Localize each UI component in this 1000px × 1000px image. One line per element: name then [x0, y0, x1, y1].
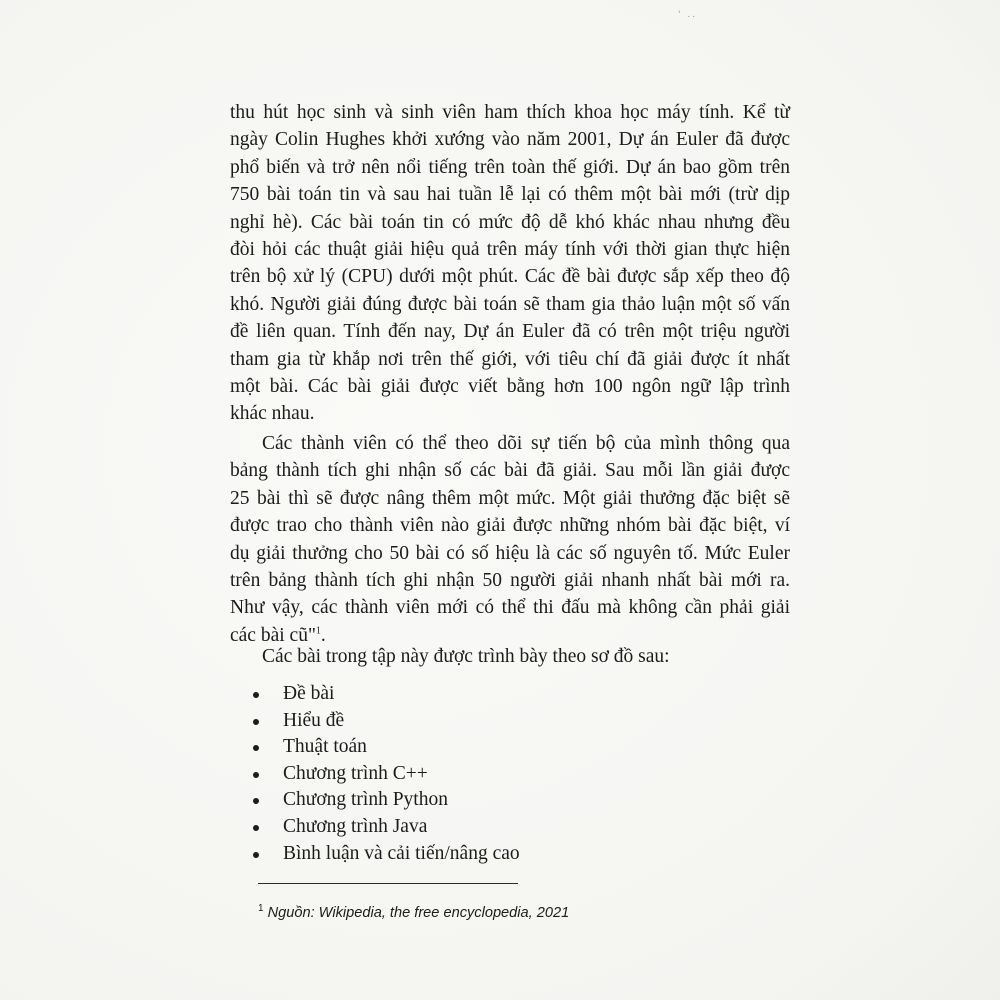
- text-line: khó. Người giải đúng được bài toán sẽ tham gia thảo luận một số vấn: [230, 293, 790, 315]
- footnote: [258, 905, 569, 921]
- footnote-text: Nguồn: Wikipedia, the free encyclopedia, 2021: [267, 905, 570, 921]
- text-line: phổ biến và trở nên nổi tiếng trên toàn thế giới. Dự án bao gồm trên: [230, 156, 790, 178]
- text-line: đòi hỏi các thuật giải hiệu quả trên máy tính với thời gian thực hiện: [230, 239, 790, 261]
- list-item: [250, 708, 520, 735]
- text-line: một bài. Các bài giải được viết bằng hơn 100 ngôn ngữ lập trình: [230, 376, 790, 398]
- bullet-icon: [253, 745, 259, 751]
- bullet-icon: [253, 772, 259, 778]
- scan-specks: ' ..: [678, 10, 698, 20]
- bullet-icon: [253, 719, 259, 725]
- paragraph-3: Các bài trong tập này được trình bày theo sơ đồ sau:: [262, 646, 670, 667]
- text-line: 750 bài toán tin và sau hai tuần lễ lại có thêm một bài mới (trừ dịp: [230, 184, 790, 206]
- text-line: bảng thành tích ghi nhận số các bài đã giải. Sau mỗi lần giải được: [230, 460, 790, 482]
- outline-list: [250, 681, 520, 867]
- list-item: [250, 814, 520, 841]
- list-item-label: Hiểu đề: [283, 709, 345, 731]
- text-line: Như vậy, các thành viên mới có thể thi đấu mà không cần phải giải: [230, 597, 790, 619]
- list-item-label: Bình luận và cải tiến/nâng cao: [283, 842, 520, 864]
- bullet-icon: [253, 692, 259, 698]
- text-line: trên bảng thành tích ghi nhận 50 người giải nhanh nhất bài mới ra.: [230, 570, 790, 592]
- text-line: nghỉ hè). Các bài toán tin có mức độ dễ khó khác nhau nhưng đều: [230, 211, 790, 233]
- list-item-label: Chương trình C++: [283, 762, 428, 784]
- footnote-marker: 1: [258, 903, 264, 915]
- footnote-reference: 1: [315, 625, 321, 637]
- list-item-label: Đề bài: [283, 683, 335, 704]
- text-line: ngày Colin Hughes khởi xướng vào năm 2001, Dự án Euler đã được: [230, 129, 790, 151]
- list-item: [250, 681, 520, 708]
- text-line: trên bộ xử lý (CPU) dưới một phút. Các đề bài được sắp xếp theo độ: [230, 266, 790, 288]
- text-line: dụ giải thưởng cho 50 bài có số hiệu là các số nguyên tố. Mức Euler: [230, 542, 790, 564]
- list-item: [250, 761, 520, 788]
- sentence-end: .: [320, 624, 326, 646]
- text-line: thu hút học sinh và sinh viên ham thích khoa học máy tính. Kể từ: [230, 102, 790, 123]
- paragraph-1: [230, 99, 790, 428]
- text-line: Các thành viên có thể theo dõi sự tiến bộ của mình thông qua: [262, 433, 790, 454]
- text-line: khác nhau.: [230, 403, 315, 425]
- paragraph-2: [230, 430, 790, 649]
- footnote-divider: [258, 883, 518, 884]
- bullet-icon: [253, 852, 259, 858]
- text-line-content: các bài cũ": [230, 624, 316, 646]
- list-item: [250, 841, 520, 868]
- text-line: được trao cho thành viên nào giải được những nhóm bài đặc biệt, ví: [230, 515, 790, 537]
- list-item-label: Chương trình Java: [283, 815, 428, 837]
- text-line: tham gia từ khắp nơi trên thế giới, với tiêu chí đã giải được ít nhất: [230, 348, 790, 370]
- list-item: [250, 787, 520, 814]
- bullet-icon: [253, 798, 259, 804]
- text-line: 25 bài thì sẽ được nâng thêm một mức. Một giải thưởng đặc biệt sẽ: [230, 487, 790, 509]
- list-item-label: Thuật toán: [283, 736, 367, 758]
- list-item-label: Chương trình Python: [283, 789, 448, 811]
- bullet-icon: [253, 825, 259, 831]
- list-item: [250, 734, 520, 761]
- text-line: đề liên quan. Tính đến nay, Dự án Euler đã có trên một triệu người: [230, 321, 790, 343]
